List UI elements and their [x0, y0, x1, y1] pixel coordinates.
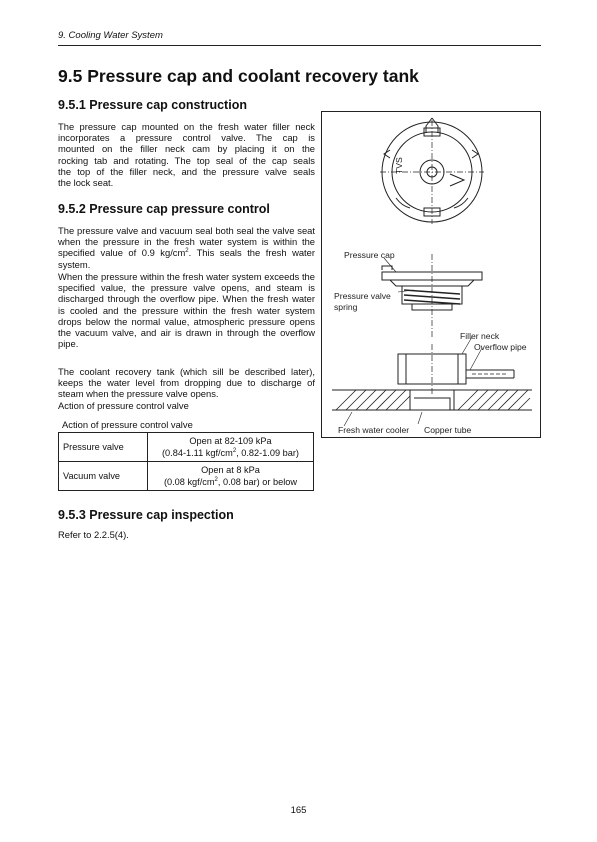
label-pressure-valve-spring: spring: [334, 302, 358, 312]
construction-line: mounted on the filler neck cam by placing it on the: [58, 143, 315, 155]
value-line: Open at 82-109 kPa: [189, 436, 272, 446]
pressure-control-p3: The coolant recovery tank (which sill be described later), keeps the water level from dropping due to discharge of steam when the pressure valve opens.: [58, 366, 315, 400]
value-line: [152, 447, 309, 459]
table-cell-name: Vacuum valve: [59, 462, 148, 491]
value-part: (0.08 kgf/cm: [163, 477, 215, 487]
label-pressure-valve: Pressure valve: [334, 291, 391, 301]
table-row: [59, 462, 314, 491]
value-line: Open at 8 kPa: [201, 465, 260, 475]
pressure-cap-figure: [321, 111, 541, 438]
value-sup: 2: [232, 447, 237, 454]
running-header: 9. Cooling Water System: [58, 30, 163, 41]
table-cell-value: [148, 462, 314, 491]
p1-text: The pressure valve and vacuum seal both seal the valve seat when the pressure in the fresh water system is within the specified value of 0.9 kg/cm: [58, 225, 315, 259]
label-pressure-cap: Pressure cap: [344, 250, 395, 260]
header-rule: [58, 45, 541, 46]
table-row: [59, 433, 314, 462]
table-caption: Action of pressure control valve: [62, 419, 193, 430]
inspection-text: Refer to 2.2.5(4).: [58, 529, 129, 540]
pressure-control-p4: Action of pressure control valve: [58, 400, 189, 411]
construction-line: The pressure cap mounted on the fresh water filler neck: [58, 121, 315, 132]
section-title: 9.5 Pressure cap and coolant recovery tank: [58, 66, 419, 86]
p1-sup: 2: [185, 248, 189, 255]
page-number: 165: [290, 805, 307, 816]
hatch: [336, 390, 530, 410]
inspection-heading: 9.5.3 Pressure cap inspection: [58, 508, 234, 522]
pressure-control-p2: When the pressure within the fresh water system exceeds the specified value, the pressure valve opens, and steam is discharged through the overflow pipe. When the fresh water is cooled and the pressure within the fresh water system drops below the normal value, atmospheric pressure opens the vacuum valve, and air is drawn in through the overflow pipe.: [58, 271, 315, 350]
value-sup: 2: [214, 476, 218, 483]
value-part: , 0.08 bar) or below: [217, 477, 298, 487]
construction-heading: 9.5.1 Pressure cap construction: [58, 98, 247, 112]
valve-action-table: [58, 432, 314, 491]
p1-text-end: . This seals the fresh water system.: [58, 247, 316, 270]
value-part: (0.84-1.11 kgf/cm: [162, 448, 233, 458]
construction-line: the top of the filler neck, and the pressure valve seals: [58, 165, 315, 177]
value-part: , 0.82-1.09 bar): [236, 448, 299, 458]
value-line: [152, 476, 309, 488]
cap-side-view: [382, 254, 482, 337]
construction-line: incorporates a pressure control valve. The cap is: [58, 132, 315, 144]
table-cell-name: Pressure valve: [59, 433, 148, 462]
label-fresh-water-cooler: Fresh water cooler: [338, 425, 410, 435]
construction-line: rocking tab and rotating. The top seal of the cap seals: [58, 154, 315, 166]
label-filler-neck: Filler neck: [460, 331, 500, 341]
pressure-control-heading: 9.5.2 Pressure cap pressure control: [58, 202, 270, 216]
label-copper-tube: Copper tube: [424, 425, 472, 435]
cap-marking: TVS: [394, 157, 404, 174]
table-cell-value: [148, 433, 314, 462]
label-overflow-pipe: Overflow pipe: [474, 342, 527, 352]
construction-text: [58, 121, 315, 188]
pressure-cap-diagram: [322, 112, 542, 439]
construction-line: the lock seat.: [58, 177, 114, 189]
pressure-control-p1: [58, 225, 315, 270]
